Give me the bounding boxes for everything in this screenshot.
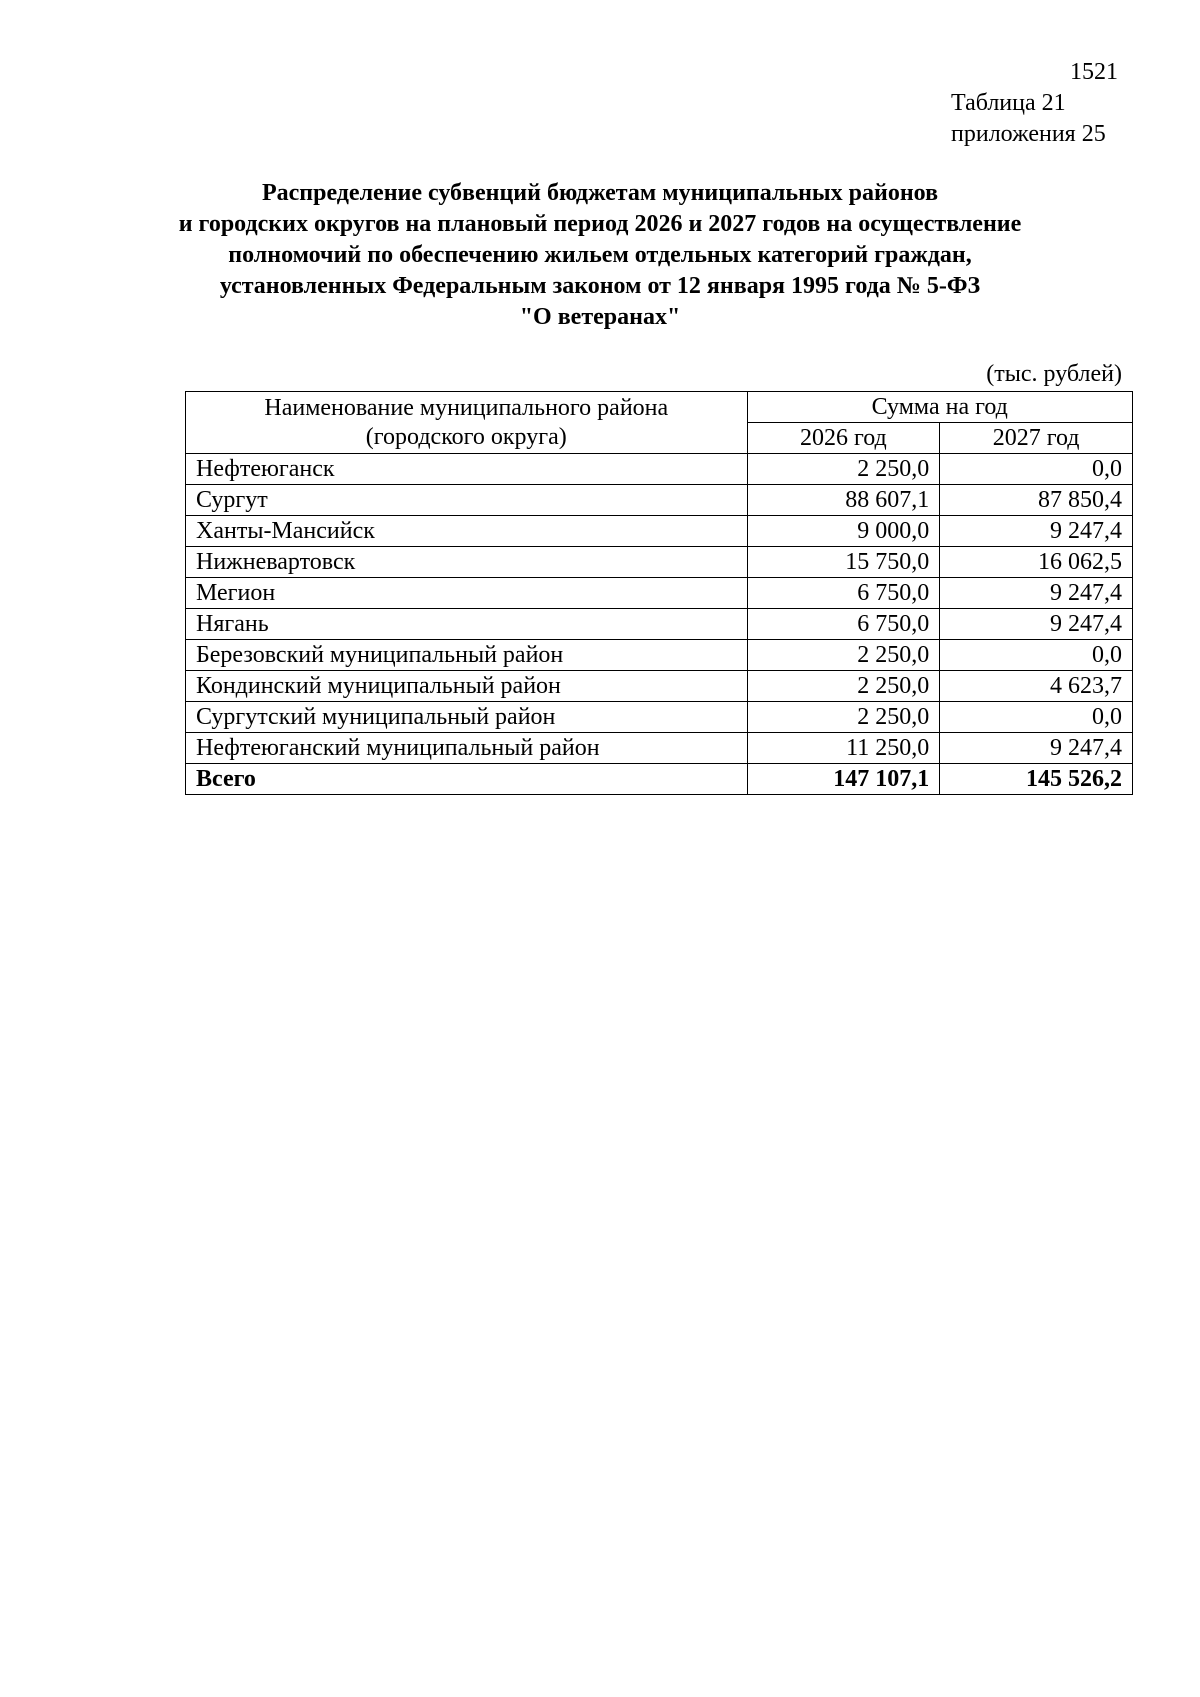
total-label: Всего	[186, 764, 748, 795]
table-row	[186, 547, 1133, 578]
row-name-cell: Нягань	[186, 609, 748, 640]
subventions-table	[185, 391, 1133, 795]
row-2027-cell: 9 247,4	[940, 609, 1133, 640]
row-name-cell: Нефтеюганск	[186, 454, 748, 485]
table-row	[186, 485, 1133, 516]
row-2027-cell: 9 247,4	[940, 733, 1133, 764]
row-2026-cell: 2 250,0	[747, 671, 940, 702]
table-header-row	[186, 392, 1133, 423]
header-sum-cell: Сумма на год	[747, 392, 1132, 423]
table-reference-line-1: Таблица 21	[951, 90, 1066, 116]
total-row	[186, 764, 1133, 795]
table-row	[186, 454, 1133, 485]
row-2027-cell: 0,0	[940, 454, 1133, 485]
row-name-cell: Сургут	[186, 485, 748, 516]
table-reference-line-2: приложения 25	[951, 121, 1106, 147]
row-2026-cell: 9 000,0	[747, 516, 940, 547]
table-row	[186, 671, 1133, 702]
page-number: 1521	[1070, 59, 1118, 85]
row-2026-cell: 2 250,0	[747, 702, 940, 733]
row-2027-cell: 0,0	[940, 640, 1133, 671]
row-2026-cell: 88 607,1	[747, 485, 940, 516]
row-2027-cell: 9 247,4	[940, 578, 1133, 609]
row-2027-cell: 9 247,4	[940, 516, 1133, 547]
row-2026-cell: 6 750,0	[747, 578, 940, 609]
total-2027: 145 526,2	[940, 764, 1133, 795]
table-row	[186, 702, 1133, 733]
table-row	[186, 516, 1133, 547]
row-2027-cell: 16 062,5	[940, 547, 1133, 578]
row-2026-cell: 2 250,0	[747, 640, 940, 671]
row-name-cell: Кондинский муниципальный район	[186, 671, 748, 702]
row-2027-cell: 87 850,4	[940, 485, 1133, 516]
row-name-cell: Березовский муниципальный район	[186, 640, 748, 671]
document-title	[150, 178, 1050, 333]
title-line: полномочий по обеспечению жильем отдельных категорий граждан,	[228, 242, 972, 268]
row-name-cell: Нижневартовск	[186, 547, 748, 578]
header-name-line-1: Наименование муниципального района	[264, 394, 669, 421]
row-name-cell: Нефтеюганский муниципальный район	[186, 733, 748, 764]
title-line: Распределение субвенций бюджетам муниципальных районов	[261, 180, 939, 206]
title-line: "О ветеранах"	[519, 304, 681, 330]
table-row	[186, 640, 1133, 671]
table-row	[186, 609, 1133, 640]
row-name-cell: Ханты-Мансийск	[186, 516, 748, 547]
table-row	[186, 733, 1133, 764]
title-line: и городских округов на плановый период 2026 и 2027 годов на осуществление	[178, 211, 1022, 237]
row-2026-cell: 6 750,0	[747, 609, 940, 640]
row-name-cell: Сургутский муниципальный район	[186, 702, 748, 733]
row-2027-cell: 0,0	[940, 702, 1133, 733]
table-row	[186, 578, 1133, 609]
row-name-cell: Мегион	[186, 578, 748, 609]
header-name-line-2: (городского округа)	[365, 423, 567, 450]
title-line: установленных Федеральным законом от 12 января 1995 года № 5-ФЗ	[219, 273, 981, 299]
row-2026-cell: 11 250,0	[747, 733, 940, 764]
row-2026-cell: 2 250,0	[747, 454, 940, 485]
total-2026: 147 107,1	[747, 764, 940, 795]
header-year-2026: 2026 год	[747, 423, 940, 454]
header-year-2027: 2027 год	[940, 423, 1133, 454]
units-label: (тыс. рублей)	[986, 361, 1122, 387]
row-2026-cell: 15 750,0	[747, 547, 940, 578]
table-reference	[951, 88, 1106, 150]
row-2027-cell: 4 623,7	[940, 671, 1133, 702]
header-name-cell	[186, 392, 748, 454]
